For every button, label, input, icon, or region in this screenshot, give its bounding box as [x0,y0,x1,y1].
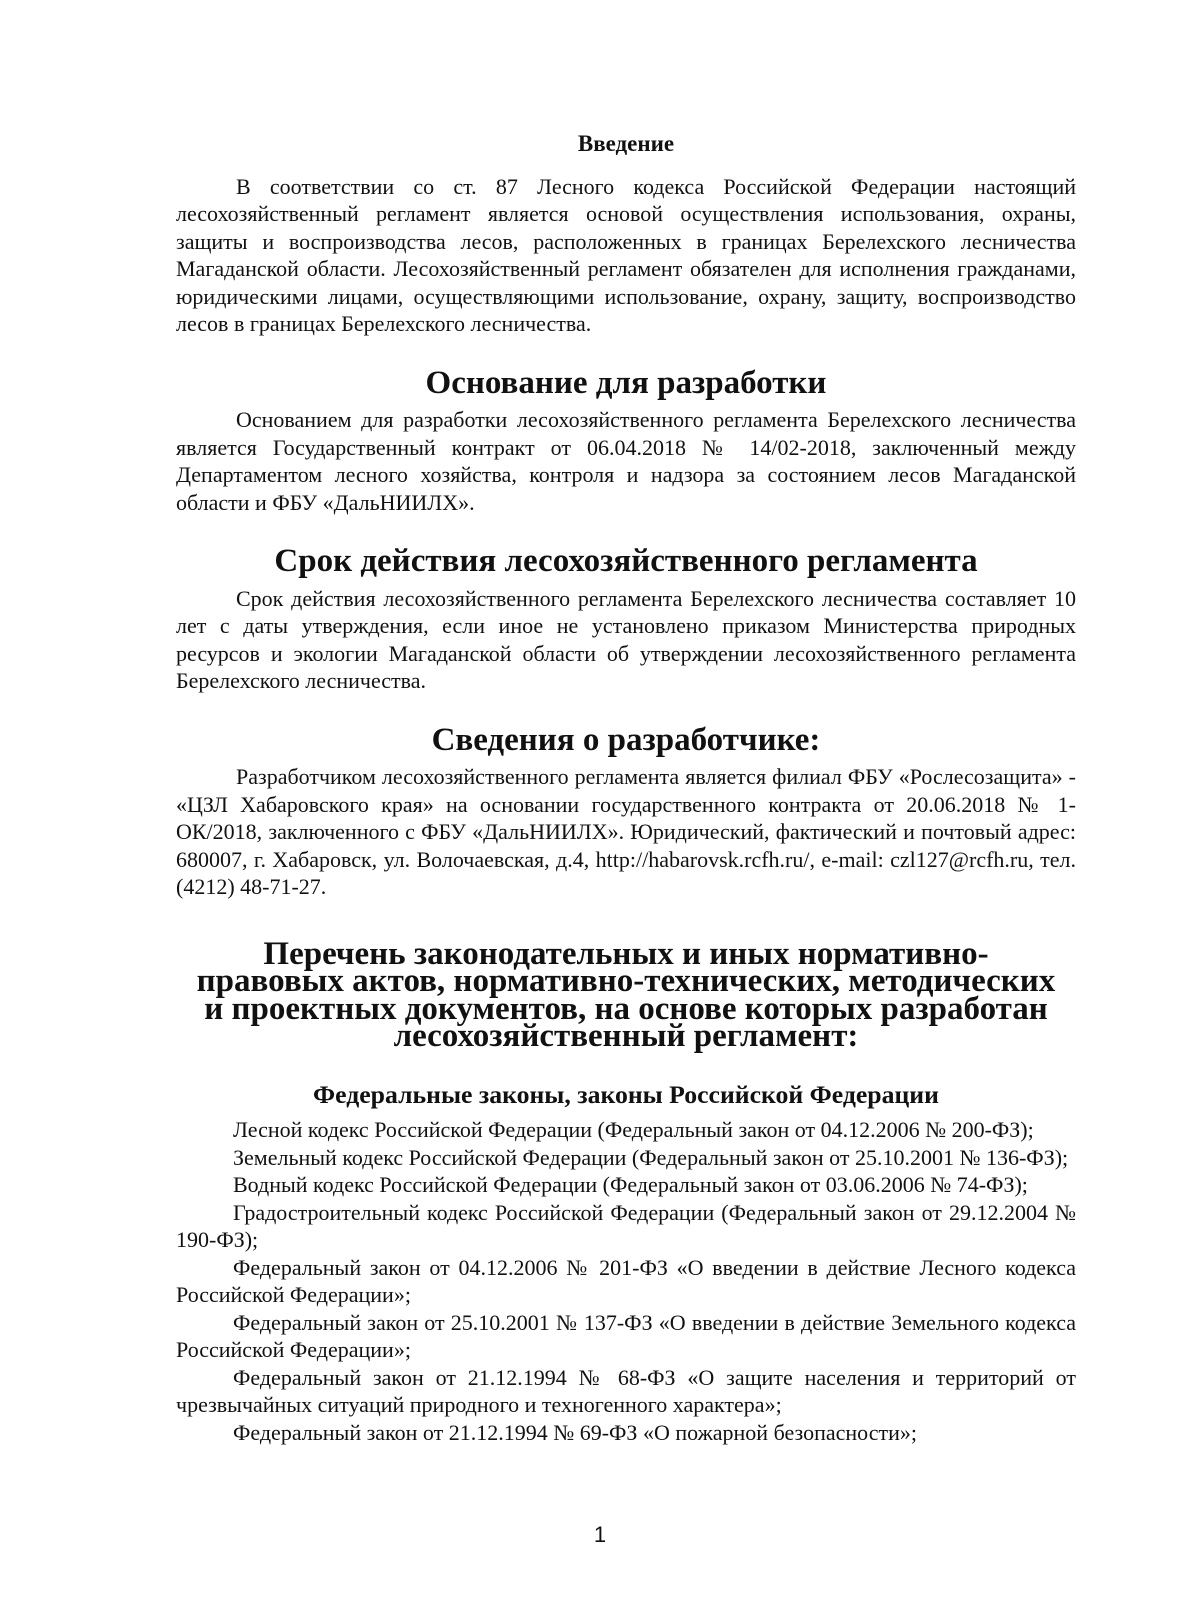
list-item: Федеральный закон от 21.12.1994 № 69-ФЗ «О пожарной безопасности»; [233,1419,917,1445]
basis-text: Основанием для разработки лесохозяйственного регламента Берелехского лесничества является Государственный контракт от 06.04.2018 № 14/02-2018, заключенный между Департаментом лесного хозяйства, контроля и надзора за состоянием лесов Магаданской области и ФБУ «ДальНИИЛХ». [176,407,1076,515]
list-item: Федеральный закон от 25.10.2001 № 137-ФЗ «О введении в действие Земельного кодекса Российской Федерации»; [176,1309,1076,1362]
page-number: 1 [593,1522,607,1547]
document-page [176,130,1076,1446]
validity-text: Срок действия лесохозяйственного регламента Берелехского лесничества составляет 10 лет с даты утверждения, если иное не установлено приказом Министерства природных ресурсов и экологии Магаданской области об утверждении лесохозяйственного регламента Берелехского лесничества. [176,585,1076,693]
federal-laws-list [176,1116,1076,1446]
list-item: Градостроительный кодекс Российской Федерации (Федеральный закон от 29.12.2004 № 190-ФЗ); [176,1199,1076,1252]
list-item: Лесной кодекс Российской Федерации (Федеральный закон от 04.12.2006 № 200-ФЗ); [233,1117,1034,1142]
developer-text: Разработчиком лесохозяйственного регламента является филиал ФБУ «Рослесозащита» - «ЦЗЛ Хабаровского края» на основании государственного контракта от 20.06.2018 № 1-ОК/2018, заключенного с ФБУ «ДальНИИЛХ». Юридический, фактический и почтовый адрес: 680007, г. Хабаровск, ул. Волочаевская, д.4, http://habarovsk.rcfh.ru/, e-mail: czl127@rcfh.ru, тел. (4212) 48-71-27. [176,764,1076,899]
introduction-text: В соответствии со ст. 87 Лесного кодекса Российской Федерации настоящий лесохозяйственный регламент является основой осуществления использования, охраны, защиты и воспроизводства лесов, расположенных в границах Берелехского лесничества Магаданской области. Лесохозяйственный регламент обязателен для исполнения гражданами, юридическими лицами, осуществляющими использование, охрану, защиту, воспроизводство лесов в границах Берелехского лесничества. [176,173,1076,336]
list-item: Водный кодекс Российской Федерации (Федеральный закон от 03.06.2006 № 74-ФЗ); [233,1172,1028,1197]
list-item: Земельный кодекс Российской Федерации (Федеральный закон от 25.10.2001 № 136-ФЗ); [233,1144,1069,1170]
list-item: Федеральный закон от 04.12.2006 № 201-ФЗ «О введении в действие Лесного кодекса Российской Федерации»; [176,1254,1076,1307]
validity-title: Срок действия лесохозяйственного регламента [274,543,978,579]
basis-title: Основание для разработки [425,364,827,401]
acts-subtitle: Федеральные законы, законы Российской Федерации [313,1079,939,1109]
introduction-title: Введение [577,131,675,156]
developer-title: Сведения о разработчике: [431,721,821,758]
acts-title: Перечень законодательных и иных нормативно-правовых актов, нормативно-технических, методических и проектных документов, на основе которых разработан лесохозяйственный регламент: [196,935,1056,1054]
list-item: Федеральный закон от 21.12.1994 № 68-ФЗ «О защите населения и территорий от чрезвычайных ситуаций природного и техногенного характера»; [176,1364,1076,1417]
